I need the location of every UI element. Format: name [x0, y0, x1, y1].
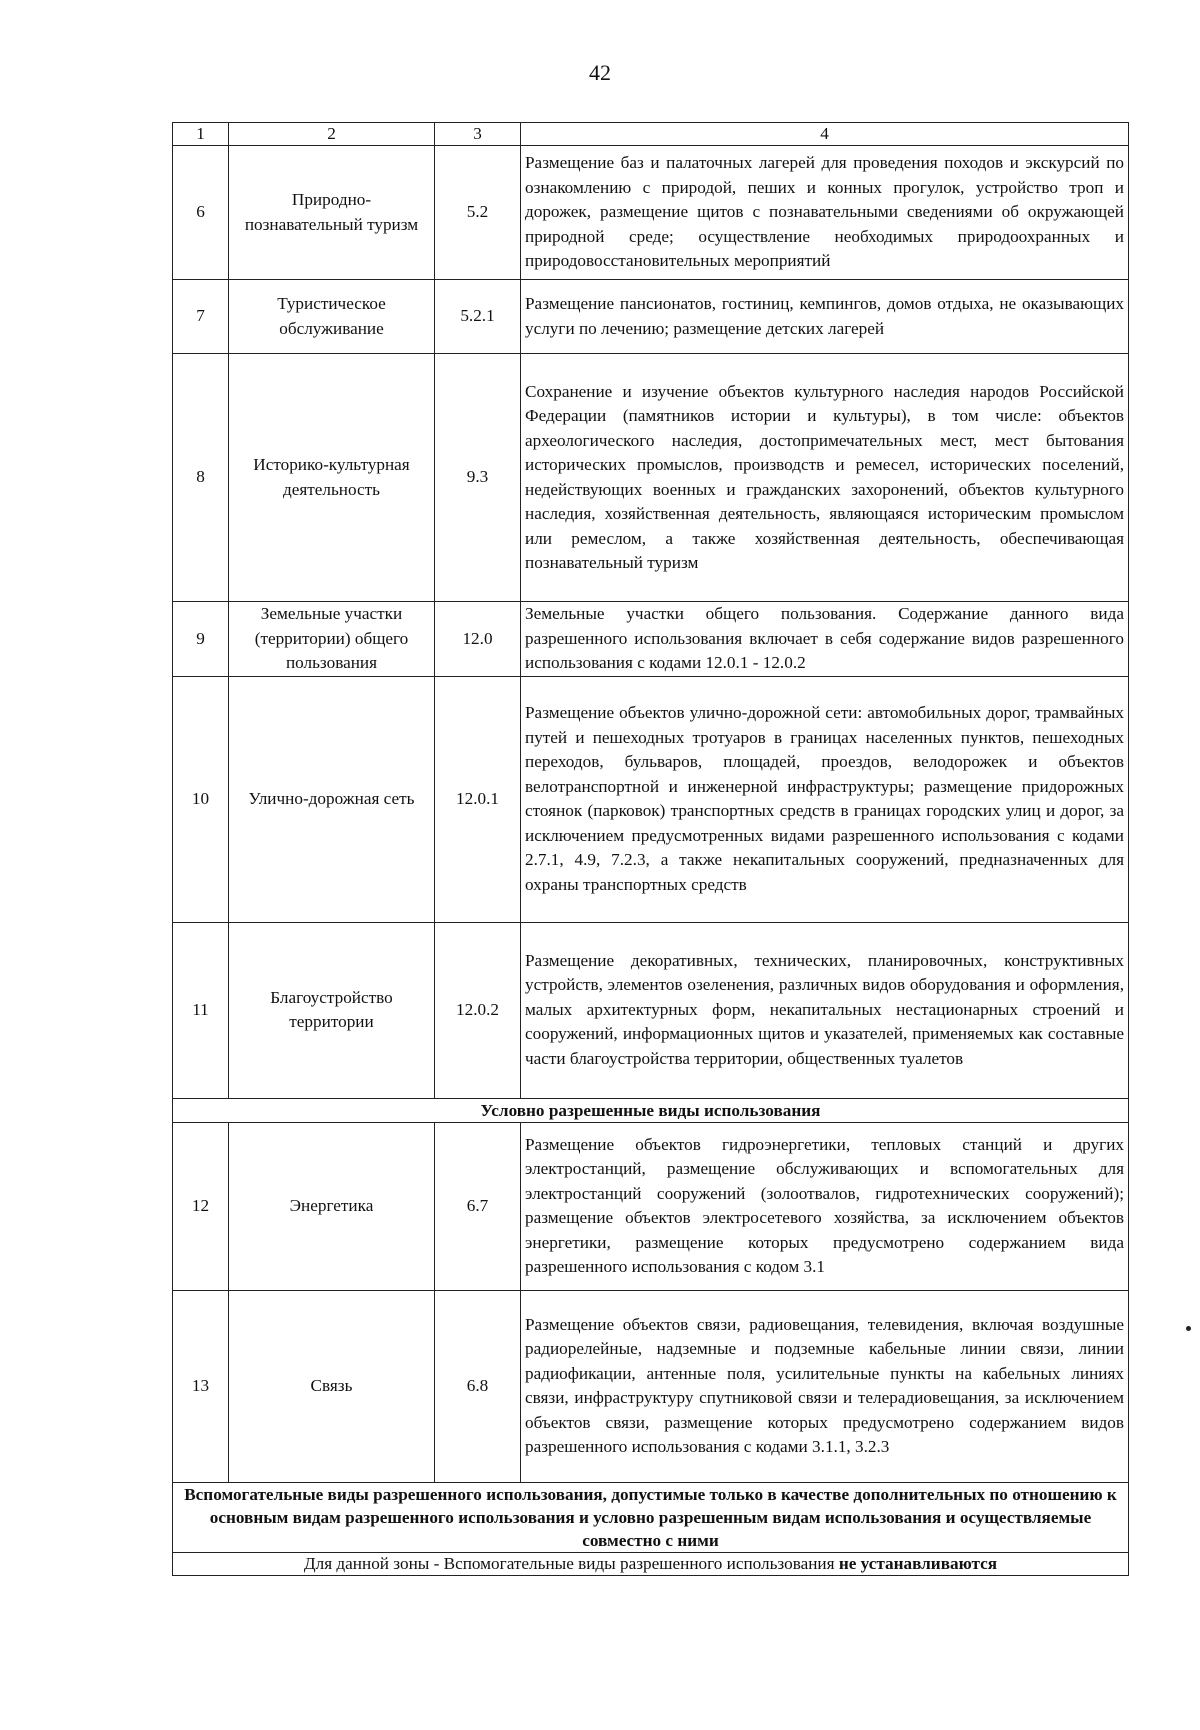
section-title-conditional: Условно разрешенные виды использования	[173, 1098, 1129, 1122]
row-number: 10	[173, 676, 229, 922]
section-header-row	[173, 1098, 1129, 1122]
use-type-code: 5.2	[435, 146, 521, 280]
section-header-row	[173, 1482, 1129, 1552]
row-number: 13	[173, 1290, 229, 1482]
land-use-table	[172, 122, 1129, 1576]
table-row	[173, 354, 1129, 602]
use-type-name: Благоустройство территории	[229, 922, 435, 1098]
section-title-auxiliary: Вспомогательные виды разрешенного использования, допустимые только в качестве дополнительных по отношению к основным видам разрешенного использования и условно разрешенным видам использования и осуществляемые совместно с ними	[173, 1482, 1129, 1552]
use-type-code: 9.3	[435, 354, 521, 602]
table-row	[173, 676, 1129, 922]
use-type-name: Энергетика	[229, 1122, 435, 1290]
use-type-description: Размещение пансионатов, гостиниц, кемпингов, домов отдыха, не оказывающих услуги по лечению; размещение детских лагерей	[521, 280, 1129, 354]
table-header-row	[173, 123, 1129, 146]
column-header: 3	[435, 123, 521, 146]
row-number: 11	[173, 922, 229, 1098]
table-row	[173, 1122, 1129, 1290]
use-type-code: 6.8	[435, 1290, 521, 1482]
use-type-name: Земельные участки (территории) общего пользования	[229, 602, 435, 677]
aux-note-text: Для данной зоны - Вспомогательные виды разрешенного использования	[303, 1553, 839, 1573]
aux-note	[173, 1552, 1129, 1575]
table-row	[173, 602, 1129, 677]
use-type-code: 12.0	[435, 602, 521, 677]
use-type-name: Связь	[229, 1290, 435, 1482]
row-number: 7	[173, 280, 229, 354]
row-number: 6	[173, 146, 229, 280]
column-header: 4	[521, 123, 1129, 146]
use-type-name: Туристическое обслуживание	[229, 280, 435, 354]
column-header: 1	[173, 123, 229, 146]
use-type-description: Размещение баз и палаточных лагерей для проведения походов и экскурсий по ознакомлению с природой, пеших и конных прогулок, устройство троп и дорожек, размещение щитов с познавательными сведениями об окружающей природной среде; осуществление необходимых природоохранных и природовосстановительных мероприятий	[521, 146, 1129, 280]
page-number: 42	[589, 60, 611, 85]
table-row	[173, 280, 1129, 354]
row-number: 9	[173, 602, 229, 677]
use-type-description: Размещение объектов связи, радиовещания, телевидения, включая воздушные радиорелейные, надземные и подземные кабельные линии связи, линии радиофикации, антенные поля, усилительные пункты на кабельных линиях связи, инфраструктуру спутниковой связи и телерадиовещания, за исключением объектов связи, размещение которых предусмотрено содержанием видов разрешенного использования с кодами 3.1.1, 3.2.3	[521, 1290, 1129, 1482]
use-type-description: Сохранение и изучение объектов культурного наследия народов Российской Федерации (памятников истории и культуры), в том числе: объектов археологического наследия, достопримечательных мест, мест бытования исторических промыслов, производств и ремесел, исторических поселений, недействующих военных и гражданских захоронений, объектов культурного наследия, хозяйственная деятельность, являющаяся историческим промыслом или ремеслом, а также хозяйственная деятельность, обеспечивающая познавательный туризм	[521, 354, 1129, 602]
use-type-name: Природно-познавательный туризм	[229, 146, 435, 280]
use-type-description: Размещение декоративных, технических, планировочных, конструктивных устройств, элементов озеленения, различных видов оборудования и оформления, малых архитектурных форм, некапитальных нестационарных строений и сооружений, информационных щитов и указателей, применяемых как составные части благоустройства территории, общественных туалетов	[521, 922, 1129, 1098]
column-header: 2	[229, 123, 435, 146]
table-row	[173, 922, 1129, 1098]
use-type-name: Историко-культурная деятельность	[229, 354, 435, 602]
use-type-code: 6.7	[435, 1122, 521, 1290]
use-type-description: Размещение объектов улично-дорожной сети: автомобильных дорог, трамвайных путей и пешеходных тротуаров в границах населенных пунктов, пешеходных переходов, бульваров, площадей, проездов, велодорожек и объектов велотранспортной и инженерной инфраструктуры; размещение придорожных стоянок (парковок) транспортных средств в границах городских улиц и дорог, за исключением предусмотренных видами разрешенного использования с кодами 2.7.1, 4.9, 7.2.3, а также некапитальных сооружений, предназначенных для охраны транспортных средств	[521, 676, 1129, 922]
row-number: 12	[173, 1122, 229, 1290]
use-type-description: Размещение объектов гидроэнергетики, тепловых станций и других электростанций, размещение обслуживающих и вспомогательных для электростанций сооружений (золоотвалов, гидротехнических сооружений); размещение объектов электросетевого хозяйства, за исключением объектов энергетики, размещение которых предусмотрено содержанием вида разрешенного использования с кодом 3.1	[521, 1122, 1129, 1290]
scan-speck	[1186, 1326, 1191, 1331]
use-type-code: 12.0.1	[435, 676, 521, 922]
aux-note-row	[173, 1552, 1129, 1575]
aux-note-emphasis: не устанавливаются	[838, 1553, 998, 1573]
use-type-name: Улично-дорожная сеть	[229, 676, 435, 922]
table-row	[173, 146, 1129, 280]
table-row	[173, 1290, 1129, 1482]
use-type-code: 12.0.2	[435, 922, 521, 1098]
use-type-code: 5.2.1	[435, 280, 521, 354]
use-type-description: Земельные участки общего пользования. Содержание данного вида разрешенного использования включает в себя содержание видов разрешенного использования с кодами 12.0.1 - 12.0.2	[521, 602, 1129, 677]
row-number: 8	[173, 354, 229, 602]
